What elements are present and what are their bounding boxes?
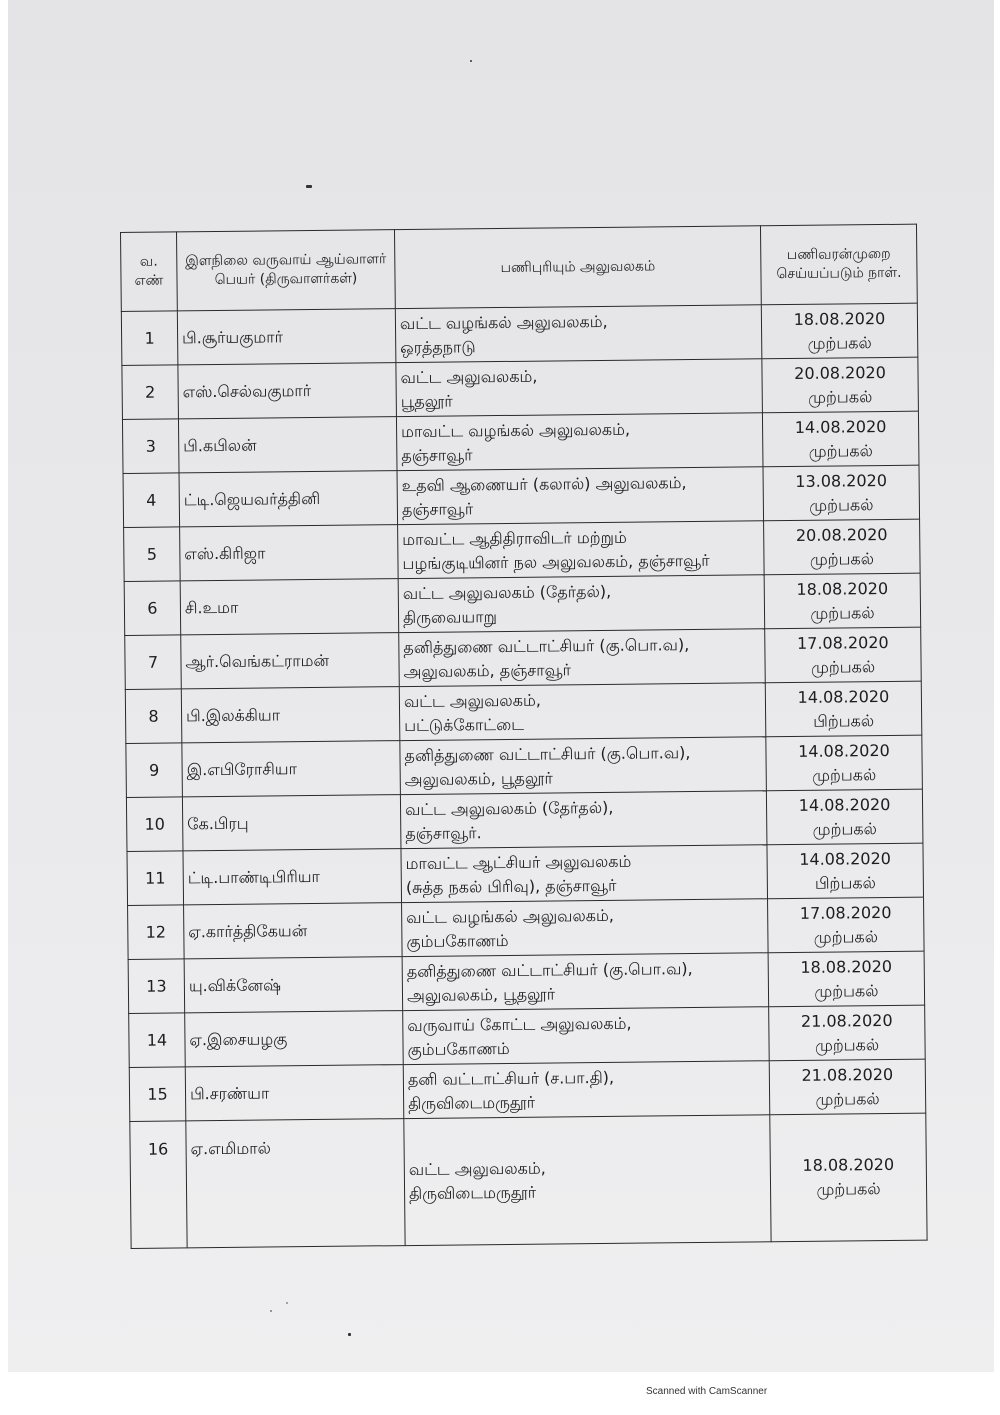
serial-number: 7 xyxy=(125,635,182,690)
session: முற்பகல் xyxy=(809,548,875,569)
regularization-date: 20.08.2020 xyxy=(795,524,888,545)
office-cell xyxy=(401,845,768,903)
inspector-name: பி.சரண்யா xyxy=(185,1065,404,1121)
scan-speck xyxy=(470,60,472,62)
office-line-2: திருவையாறு xyxy=(402,606,497,627)
table-row xyxy=(122,357,919,419)
date-cell xyxy=(761,303,918,359)
office-line-2: ஒரத்தநாடு xyxy=(400,336,476,357)
regularization-date: 17.08.2020 xyxy=(799,902,892,923)
office-cell xyxy=(396,413,763,471)
serial-number: 12 xyxy=(128,905,185,960)
scan-speck xyxy=(286,1302,288,1304)
inspector-name: யு.விக்னேஷ் xyxy=(184,957,403,1013)
office-line-2: பட்டுக்கோட்டை xyxy=(404,714,524,735)
regularization-date: 17.08.2020 xyxy=(796,632,889,653)
office-line-1: மாவட்ட ஆட்சியர் அலுவலகம் xyxy=(405,851,632,873)
office-line-2: பழங்குடியினர் நல அலுவலகம், தஞ்சாவூர் xyxy=(402,550,710,573)
inspector-name: எஸ்.செல்வகுமார் xyxy=(178,363,397,419)
table-row xyxy=(130,1113,927,1248)
regularization-date: 14.08.2020 xyxy=(798,794,891,815)
inspector-name: ஏ.இசையழகு xyxy=(185,1011,404,1067)
inspector-name: ட்டி.ஜெயவர்த்தினி xyxy=(179,471,398,527)
office-cell xyxy=(403,1007,770,1065)
date-cell xyxy=(769,1005,926,1061)
office-cell xyxy=(402,899,769,957)
serial-number: 9 xyxy=(126,743,183,798)
office-cell xyxy=(403,1061,770,1119)
scanned-page xyxy=(8,0,994,1372)
office-cell xyxy=(398,521,765,579)
inspector-name: இ.எபிரோசியா xyxy=(182,741,401,797)
office-line-2: தஞ்சாவூர் xyxy=(401,498,474,519)
date-cell xyxy=(766,735,923,791)
session: பிற்பகல் xyxy=(814,872,876,893)
serial-number: 5 xyxy=(124,527,181,582)
date-cell xyxy=(766,789,923,845)
office-line-2: (சுத்த நகல் பிரிவு), தஞ்சாவூர் xyxy=(405,875,617,897)
inspector-name: ஏ.எமிமால் xyxy=(186,1119,405,1248)
serial-number: 15 xyxy=(129,1067,186,1122)
serial-number: 3 xyxy=(122,419,179,474)
serial-number: 16 xyxy=(130,1121,187,1249)
office-line-1: வட்ட அலுவலகம் (தேர்தல்), xyxy=(404,797,614,819)
office-line-1: மாவட்ட வழங்கல் அலுவலகம், xyxy=(401,419,631,441)
office-line-1: வட்ட அலுவலகம், xyxy=(403,690,541,711)
inspector-name: எஸ்.கிரிஜா xyxy=(180,525,399,581)
inspector-name: பி.சூர்யகுமார் xyxy=(177,309,396,365)
inspector-name: ஏ.கார்த்திகேயன் xyxy=(184,903,403,959)
office-line-1: உதவி ஆணையர் (கலால்) அலுவலகம், xyxy=(401,472,687,495)
table-row xyxy=(129,1059,926,1121)
serial-number: 10 xyxy=(126,797,183,852)
date-cell xyxy=(768,951,925,1007)
office-line-2: திருவிடைமருதூர் xyxy=(408,1092,536,1113)
table-row xyxy=(124,573,921,635)
office-line-1: தனி வட்டாட்சியர் (ச.பா.தி), xyxy=(407,1067,615,1089)
scan-speck xyxy=(306,185,312,188)
date-cell xyxy=(769,1059,926,1115)
regularization-date: 14.08.2020 xyxy=(799,848,891,869)
serial-number: 13 xyxy=(128,959,185,1014)
office-line-1: வட்ட வழங்கல் அலுவலகம், xyxy=(406,905,615,927)
office-line-1: வட்ட வழங்கல் அலுவலகம், xyxy=(399,311,608,333)
session: முற்பகல் xyxy=(810,602,875,623)
regularization-date: 20.08.2020 xyxy=(794,362,886,383)
table-row xyxy=(123,465,920,527)
camscanner-watermark: Scanned with CamScanner xyxy=(646,1386,768,1397)
office-line-2: பூதலூர் xyxy=(400,391,453,411)
regularization-date: 18.08.2020 xyxy=(800,956,893,977)
scan-speck xyxy=(270,1310,272,1312)
date-cell xyxy=(763,465,920,521)
table-row xyxy=(128,897,925,959)
scan-speck xyxy=(348,1333,351,1336)
office-line-2: தஞ்சாவூர் xyxy=(401,444,473,465)
session: முற்பகல் xyxy=(813,926,879,947)
date-cell xyxy=(767,843,924,899)
serial-number: 1 xyxy=(121,311,178,366)
office-cell xyxy=(400,791,767,849)
date-cell xyxy=(764,519,921,575)
regularization-date: 21.08.2020 xyxy=(800,1010,893,1031)
table-row xyxy=(126,735,923,797)
header-serial-number: வ. எண் xyxy=(121,232,178,312)
office-line-1: வட்ட அலுவலகம், xyxy=(408,1158,546,1180)
regularization-date: 18.08.2020 xyxy=(793,308,886,329)
date-cell xyxy=(768,897,925,953)
office-line-2: அலுவலகம், தஞ்சாவூர் xyxy=(403,659,572,681)
office-cell xyxy=(404,1115,771,1246)
session: முற்பகல் xyxy=(814,980,879,1001)
serial-number: 2 xyxy=(122,365,179,420)
office-line-2: அலுவலகம், பூதலூர் xyxy=(406,983,556,1005)
serial-number: 14 xyxy=(129,1013,186,1068)
table-row xyxy=(122,411,919,473)
office-line-2: கும்பகோணம் xyxy=(407,1038,510,1059)
office-cell xyxy=(397,467,764,525)
office-cell xyxy=(396,359,763,417)
office-line-1: வருவாய் கோட்ட அலுவலகம், xyxy=(407,1013,632,1035)
date-cell xyxy=(770,1113,927,1242)
session: முற்பகல் xyxy=(814,1034,880,1055)
office-line-2: திருவிடைமருதூர் xyxy=(408,1182,537,1204)
serial-number: 11 xyxy=(127,851,184,906)
date-cell xyxy=(765,627,922,683)
inspector-name: ட்டி.பாண்டிபிரியா xyxy=(183,849,402,905)
date-cell xyxy=(765,681,922,737)
inspector-name: பி.இலக்கியா xyxy=(181,687,400,743)
session: முற்பகல் xyxy=(808,440,873,461)
regularization-date: 13.08.2020 xyxy=(795,470,888,491)
date-cell xyxy=(764,573,921,629)
inspector-name: சி.உமா xyxy=(180,579,399,635)
session: முற்பகல் xyxy=(809,494,874,515)
office-line-1: வட்ட அலுவலகம் (தேர்தல்), xyxy=(402,581,612,603)
office-line-2: கும்பகோணம் xyxy=(406,930,509,951)
regularization-date: 14.08.2020 xyxy=(798,740,890,761)
date-cell xyxy=(762,411,919,467)
session: முற்பகல் xyxy=(807,332,872,353)
office-cell xyxy=(402,953,769,1011)
session: முற்பகல் xyxy=(808,386,873,407)
serial-number: 4 xyxy=(123,473,180,528)
regularization-date: 18.08.2020 xyxy=(796,578,889,599)
office-cell xyxy=(398,575,765,633)
session: முற்பகல் xyxy=(816,1179,881,1199)
office-line-1: தனித்துணை வட்டாட்சியர் (கு.பொ.வ), xyxy=(406,958,693,981)
office-cell xyxy=(395,305,762,363)
table-row xyxy=(126,789,923,851)
serial-number: 8 xyxy=(125,689,182,744)
header-inspector-name: இளநிலை வருவாய் ஆய்வாளர் பெயர் (திருவாளர்கள்) xyxy=(177,230,396,311)
regularization-date: 14.08.2020 xyxy=(794,416,887,437)
table-row xyxy=(128,951,925,1013)
regularization-date: 14.08.2020 xyxy=(797,686,890,707)
header-regularization-date: பணிவரன்முறை செய்யப்படும் நாள். xyxy=(760,224,917,305)
table-row xyxy=(125,627,922,689)
office-line-1: தனித்துணை வட்டாட்சியர் (கு.பொ.வ), xyxy=(403,634,690,657)
table-header-row xyxy=(121,224,918,311)
inspector-name: கே.பிரபு xyxy=(182,795,401,851)
regularization-date: 18.08.2020 xyxy=(802,1154,895,1175)
session: முற்பகல் xyxy=(815,1088,880,1109)
inspector-name: ஆர்.வெங்கட்ராமன் xyxy=(181,633,400,689)
table-row xyxy=(127,843,924,905)
office-line-2: தஞ்சாவூர். xyxy=(405,822,482,843)
regularization-date: 21.08.2020 xyxy=(801,1064,894,1085)
date-cell xyxy=(762,357,919,413)
office-cell xyxy=(399,629,766,687)
roster-table xyxy=(120,224,928,1249)
table-row xyxy=(124,519,921,581)
office-cell xyxy=(400,737,767,795)
inspector-name: பி.கபிலன் xyxy=(178,417,397,473)
table-row xyxy=(125,681,922,743)
office-line-1: தனித்துணை வட்டாட்சியர் (கு.பொ.வ), xyxy=(404,742,691,765)
table-body xyxy=(121,303,927,1248)
header-office: பணிபுரியும் அலுவலகம் xyxy=(394,226,761,309)
session: முற்பகல் xyxy=(812,764,877,785)
serial-number: 6 xyxy=(124,581,181,636)
office-line-2: அலுவலகம், பூதலூர் xyxy=(404,767,553,789)
session: முற்பகல் xyxy=(812,818,877,839)
office-cell xyxy=(399,683,766,741)
office-line-1: மாவட்ட ஆதிதிராவிடர் மற்றும் xyxy=(402,527,627,549)
session: முற்பகல் xyxy=(810,656,876,677)
table-row xyxy=(129,1005,926,1067)
session: பிற்பகல் xyxy=(813,710,875,731)
table-row xyxy=(121,303,918,365)
office-line-1: வட்ட அலுவலகம், xyxy=(400,366,538,387)
